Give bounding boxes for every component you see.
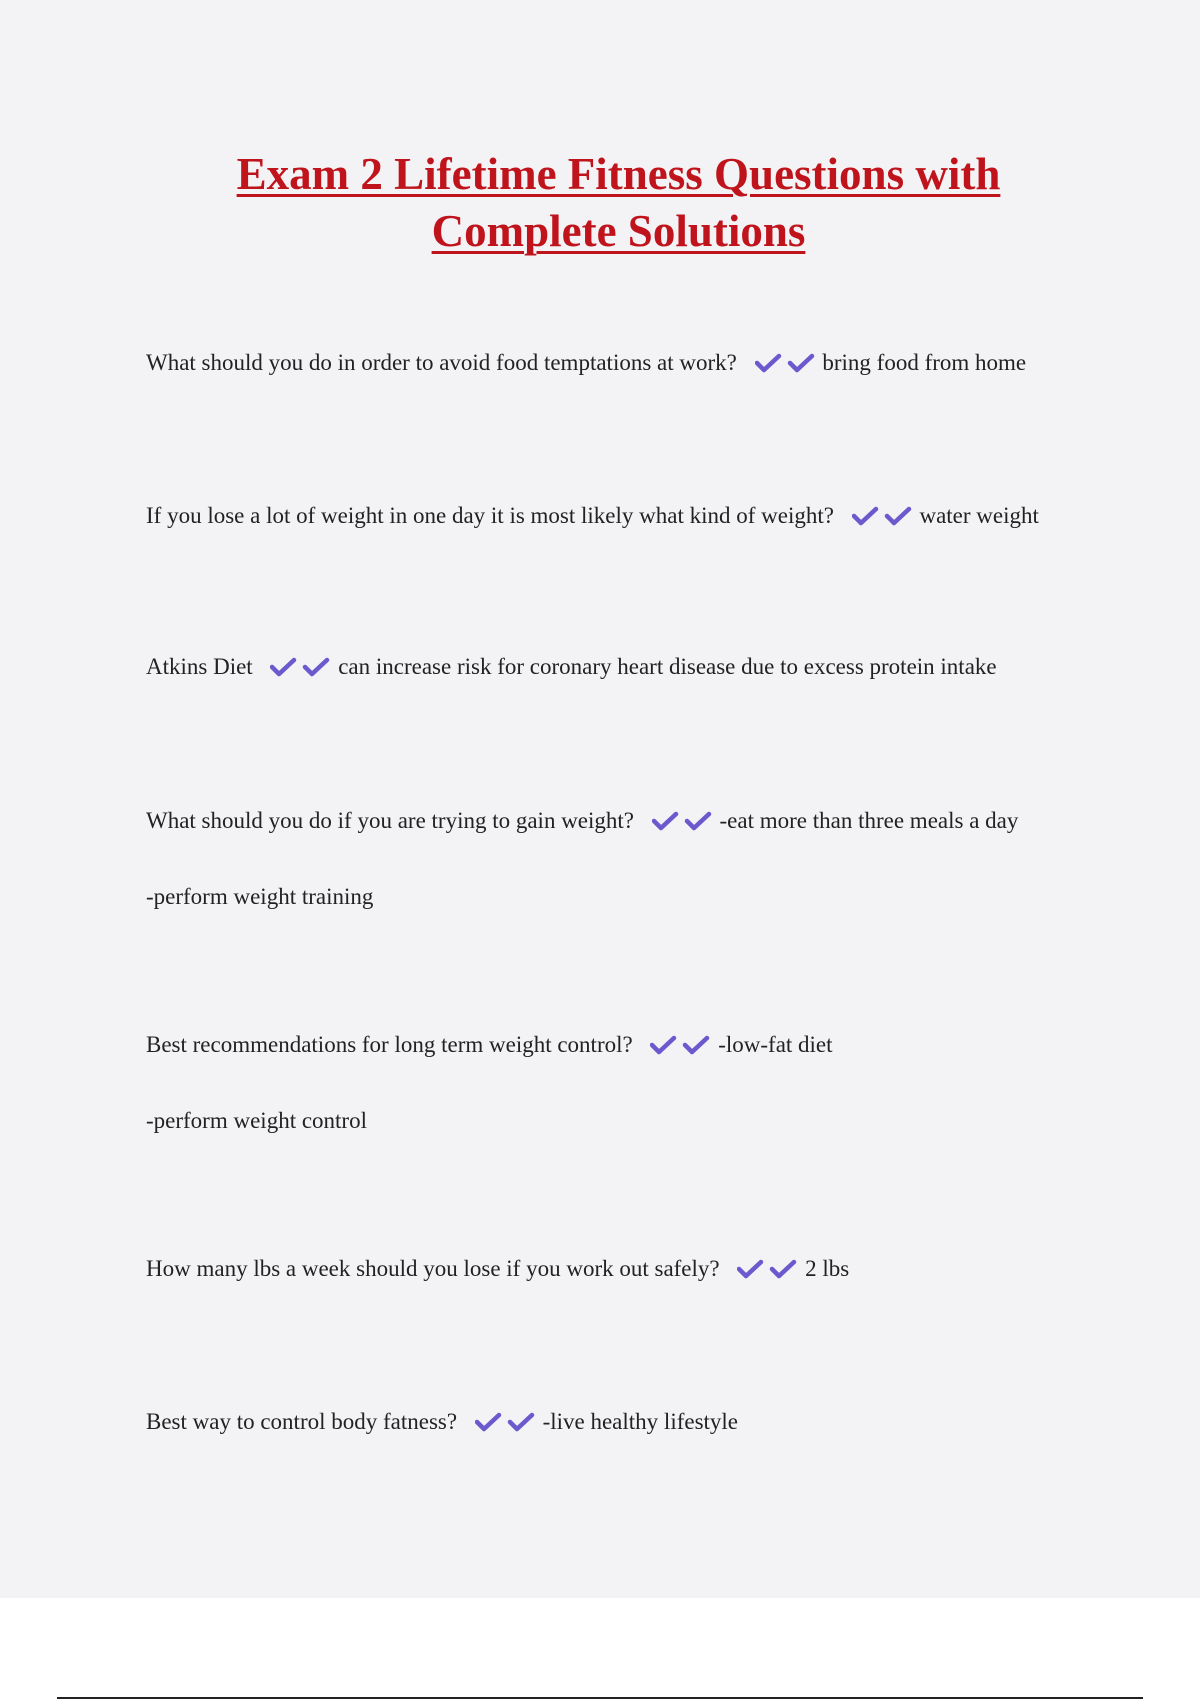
qa-item <box>146 647 1146 687</box>
double-checkmark-icon <box>270 656 330 678</box>
qa-line <box>146 801 1146 841</box>
question-text: Best way to control body fatness? <box>146 1409 458 1434</box>
footer-divider <box>57 1697 1143 1699</box>
qa-line <box>146 1025 1146 1065</box>
qa-item <box>146 1025 1146 1141</box>
document-title <box>120 146 1117 260</box>
answer-text: -eat more than three meals a day <box>719 808 1019 833</box>
double-checkmark-icon <box>475 1411 535 1433</box>
qa-line <box>146 1249 1146 1289</box>
qa-item <box>146 343 1146 383</box>
question-text: Atkins Diet <box>146 654 253 679</box>
qa-item <box>146 801 1146 917</box>
answer-text: 2 lbs <box>805 1256 850 1281</box>
question-text: Best recommendations for long term weight control? <box>146 1032 633 1057</box>
qa-item <box>146 496 1146 536</box>
answer-text: water weight <box>919 503 1039 528</box>
double-checkmark-icon <box>852 505 912 527</box>
qa-item <box>146 1249 1146 1289</box>
answer-text: -live healthy lifestyle <box>542 1409 739 1434</box>
title-line-1: Exam 2 Lifetime Fitness Questions with <box>236 149 1001 199</box>
double-checkmark-icon <box>650 1034 710 1056</box>
answer-continuation: -perform weight control <box>146 1108 367 1133</box>
double-checkmark-icon <box>755 352 815 374</box>
qa-line <box>146 343 1146 383</box>
answer-text: -low-fat diet <box>718 1032 833 1057</box>
answer-text: can increase risk for coronary heart disease due to excess protein intake <box>338 654 997 679</box>
title-line-2: Complete Solutions <box>431 206 806 256</box>
double-checkmark-icon <box>737 1258 797 1280</box>
question-text: What should you do if you are trying to gain weight? <box>146 808 635 833</box>
qa-line <box>146 647 1146 687</box>
question-text: What should you do in order to avoid food temptations at work? <box>146 350 737 375</box>
qa-line <box>146 1402 1146 1442</box>
question-text: If you lose a lot of weight in one day it is most likely what kind of weight? <box>146 503 834 528</box>
question-text: How many lbs a week should you lose if you work out safely? <box>146 1256 720 1281</box>
qa-item <box>146 1402 1146 1442</box>
double-checkmark-icon <box>652 810 712 832</box>
answer-continuation: -perform weight training <box>146 884 374 909</box>
answer-text: bring food from home <box>822 350 1027 375</box>
qa-line <box>146 496 1146 536</box>
